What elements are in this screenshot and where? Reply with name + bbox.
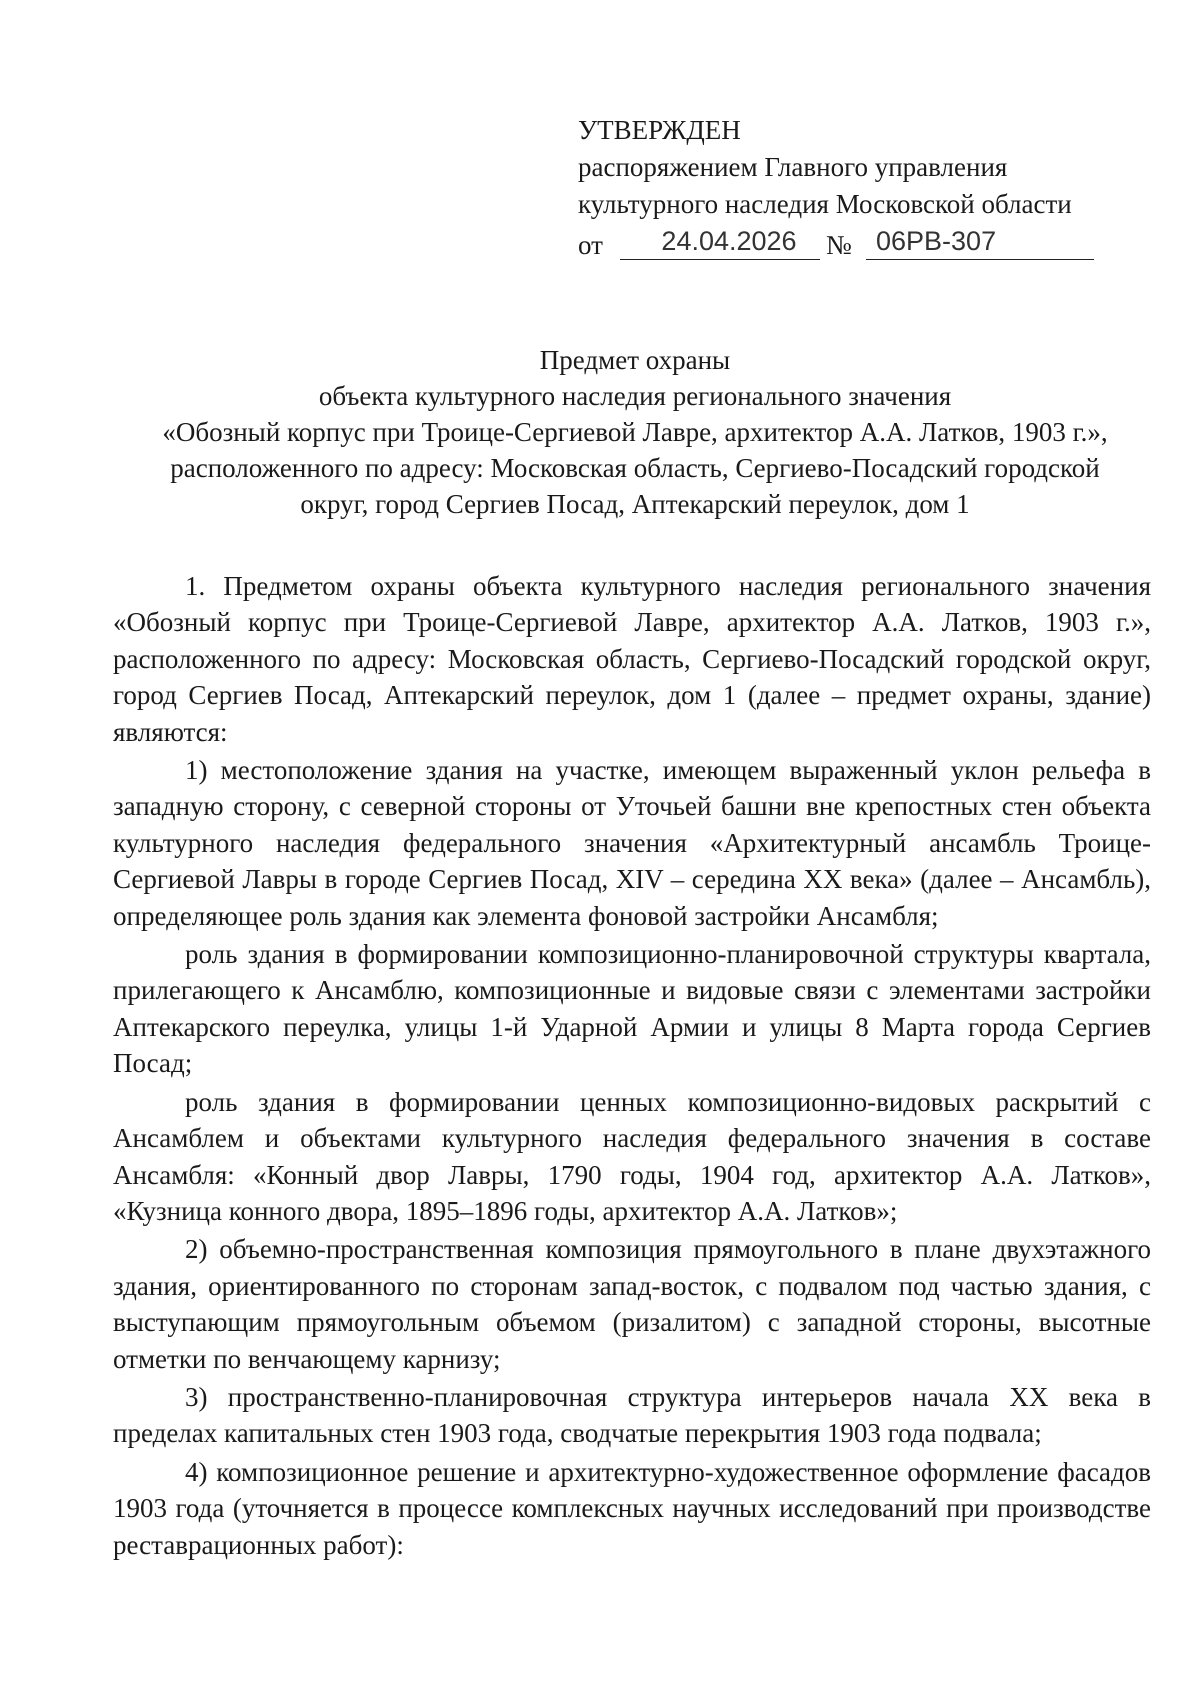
title-line-3: «Обозный корпус при Троице-Сергиевой Лавре, архитектор А.А. Латков, 1903 г.», [162,417,1108,447]
paragraph: роль здания в формировании ценных композиционно-видовых раскрытий с Ансамблем и объектами культурного наследия федерального значения в составе Ансамбля: «Конный двор Лавры, 1790 годы, 1904 год, архитектор А.А. Латков», «Кузница конного двора, 1895–1896 годы, архитектор А.А. Латков»; [113,1086,1151,1226]
from-label: от [578,230,603,260]
paragraph: 2) объемно-пространственная композиция прямоугольного в плане двухэтажного здания, ориентированного по сторонам запад-восток, с подвалом под частью здания, с выступающим прямоугольным объемом (ризалитом) с западной стороны, высотные отметки по венчающему карнизу; [113,1234,1151,1374]
title-line-5: округ, город Сергиев Посад, Аптекарский переулок, дом 1 [300,489,970,519]
approval-date-number-line [578,223,1118,263]
approval-number: 06РВ-307 [876,226,997,256]
paragraph: 4) композиционное решение и архитектурно-художественное оформление фасадов 1903 года (уточняется в процессе комплексных научных исследований при производстве реставрационных работ): [113,1456,1151,1560]
document-body [113,568,1151,1563]
approval-line-2: культурного наследия Московской области [578,189,1072,219]
date-field [620,223,820,260]
title-line-4: расположенного по адресу: Московская область, Сергиево-Посадский городской [170,453,1100,483]
approval-block [578,112,1118,263]
approval-line-1: распоряжением Главного управления [578,152,1008,182]
document-title [110,342,1160,522]
approval-date: 24.04.2026 [661,226,797,256]
approval-heading: УТВЕРЖДЕН [578,115,741,145]
title-line-2: объекта культурного наследия регионального значения [318,381,952,411]
paragraph: 1) местоположение здания на участке, имеющем выраженный уклон рельефа в западную сторону, с северной стороны от Уточьей башни вне крепостных стен объекта культурного наследия федерального значения «Архитектурный ансамбль Троице-Сергиевой Лавры в городе Сергиев Посад, XIV – середина XX века» (далее – Ансамбль), определяющее роль здания как элемента фоновой застройки Ансамбля; [113,755,1151,931]
title-line-1: Предмет охраны [539,345,731,375]
number-field [866,223,1094,260]
number-label: № [826,230,852,260]
paragraph: 1. Предметом охраны объекта культурного наследия регионального значения «Обозный корпус при Троице-Сергиевой Лавре, архитектор А.А. Латков, 1903 г.», расположенного по адресу: Московская область, Сергиево-Посадский городской округ, город Сергиев Посад, Аптекарский переулок, дом 1 (далее – предмет охраны, здание) являются: [113,571,1151,747]
paragraph: роль здания в формировании композиционно-планировочной структуры квартала, прилегающего к Ансамблю, композиционные и видовые связи с элементами застройки Аптекарского переулка, улицы 1-й Ударной Армии и улицы 8 Марта города Сергиев Посад; [113,939,1151,1079]
paragraph: 3) пространственно-планировочная структура интерьеров начала XX века в пределах капитальных стен 1903 года, сводчатые перекрытия 1903 года подвала; [113,1381,1151,1449]
